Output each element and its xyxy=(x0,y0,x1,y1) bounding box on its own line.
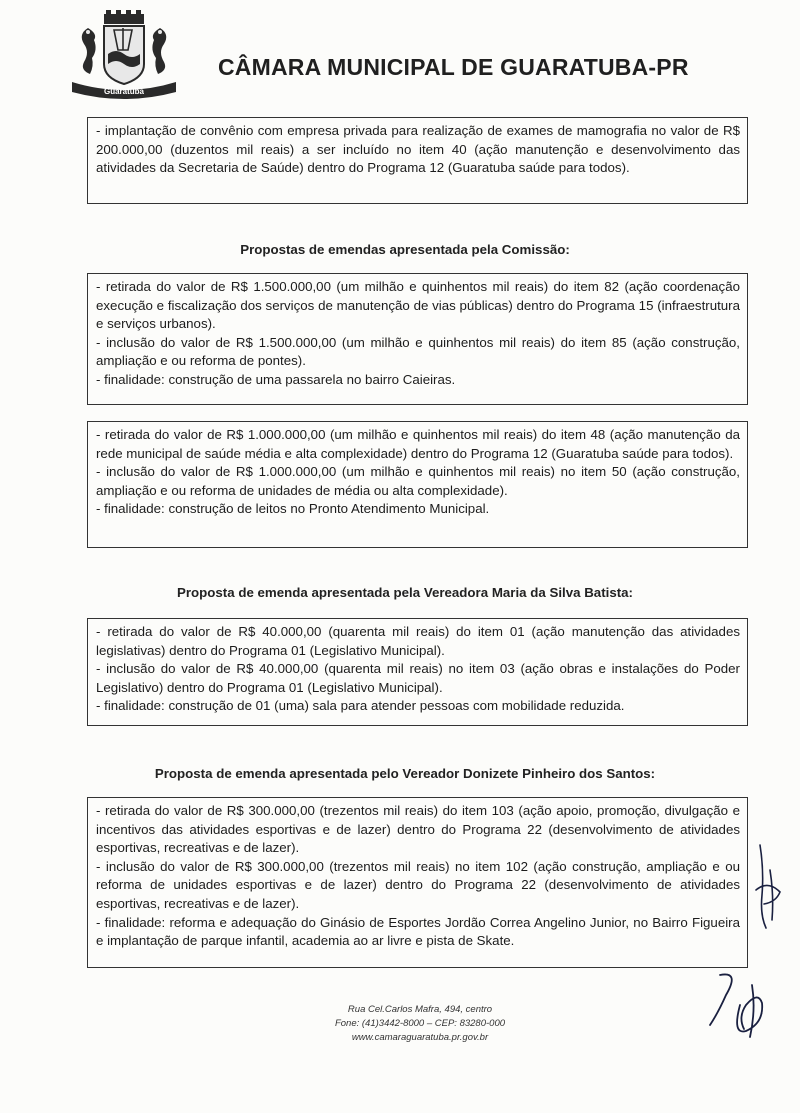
amendment-box-sala xyxy=(87,618,748,726)
amendment-line: - inclusão do valor de R$ 1.000.000,00 (um milhão e quinhentos mil reais) no item 50 (ação construção, ampliação e ou reforma de unidades de média ou alta complexidade). xyxy=(96,464,740,498)
amendment-line: - implantação de convênio com empresa privada para realização de exames de mamografia no valor de R$ 200.000,00 (duzentos mil reais) a ser incluído no item 40 (ação manutenção e desenvolvimento das atividades da Secretaria de Saúde) dentro do Programa 12 (Guaratuba saúde para todos). xyxy=(96,123,740,176)
page-footer xyxy=(300,1003,540,1045)
footer-website: www.camaraguaratuba.pr.gov.br xyxy=(351,1032,489,1043)
amendment-box-passarela xyxy=(87,273,748,405)
amendment-box-leitos xyxy=(87,421,748,548)
section-heading-maria: Proposta de emenda apresentada pela Vereadora Maria da Silva Batista: xyxy=(177,585,633,600)
amendment-line: - inclusão do valor de R$ 40.000,00 (quarenta mil reais) no item 03 (ação obras e instalações do Poder Legislativo) dentro do Programa 01 (Legislativo Municipal). xyxy=(96,661,740,695)
section-heading-commission: Propostas de emendas apresentada pela Comissão: xyxy=(240,242,570,257)
page-title: CÂMARA MUNICIPAL DE GUARATUBA-PR xyxy=(218,54,689,80)
amendment-box-mammography xyxy=(87,117,748,204)
handwritten-rubric-signature xyxy=(750,840,790,935)
amendment-line: - inclusão do valor de R$ 1.500.000,00 (um milhão e quinhentos mil reais) do item 85 (ação construção, ampliação e ou reforma de pontes). xyxy=(96,334,740,369)
amendment-line: - finalidade: construção de leitos no Pronto Atendimento Municipal. xyxy=(96,501,490,517)
handwritten-initials-signature xyxy=(680,965,790,1045)
amendment-line: - retirada do valor de R$ 1.000.000,00 (um milhão e quinhentos mil reais) do item 48 (ação manutenção da rede municipal de saúde média e alta complexidade) dentro do Programa 12 (Guaratuba saúde para todos). xyxy=(96,427,740,461)
municipal-crest-logo xyxy=(68,10,180,102)
page-header xyxy=(68,10,758,106)
section-heading-donizete: Proposta de emenda apresentada pelo Vereador Donizete Pinheiro dos Santos: xyxy=(154,766,656,781)
crest-banner-label: Guaratuba xyxy=(103,87,145,96)
amendment-line: - inclusão do valor de R$ 300.000,00 (trezentos mil reais) no item 102 (ação construção, ampliação e ou reforma de unidades esportivas e de lazer) dentro do Programa 22 (desenvolvimento de atividades esportivas, recreativas e de lazer). xyxy=(96,858,740,911)
amendment-line: - finalidade: construção de uma passarela no bairro Caieiras. xyxy=(96,371,456,387)
footer-contact: Fone: (41)3442-8000 – CEP: 83280-000 xyxy=(334,1018,506,1029)
amendment-line: - retirada do valor de R$ 1.500.000,00 (um milhão e quinhentos mil reais) do item 82 (ação coordenação execução e fiscalização dos serviços de manutenção de vias públicas) dentro do Programa 15 (infraestrutura e serviços urbanos). xyxy=(96,279,740,332)
amendment-box-ginasio xyxy=(87,797,748,968)
footer-address: Rua Cel.Carlos Mafra, 494, centro xyxy=(347,1004,493,1015)
amendment-line: - finalidade: reforma e adequação do Ginásio de Esportes Jordão Correa Angelino Junior, no Bairro Figueira e implantação de parque infantil, academia ao ar livre e pista de Skate. xyxy=(96,914,740,949)
amendment-line: - finalidade: construção de 01 (uma) sala para atender pessoas com mobilidade reduzida. xyxy=(96,698,625,714)
amendment-line: - retirada do valor de R$ 300.000,00 (trezentos mil reais) do item 103 (ação apoio, promoção, divulgação e incentivos das atividades esportivas e de lazer) dentro do Programa 22 (desenvolvimento de atividades esportivas, recreativas e de lazer). xyxy=(96,803,740,856)
amendment-line: - retirada do valor de R$ 40.000,00 (quarenta mil reais) do item 01 (ação manutenção das atividades legislativas) dentro do Programa 01 (Legislativo Municipal). xyxy=(96,624,740,658)
